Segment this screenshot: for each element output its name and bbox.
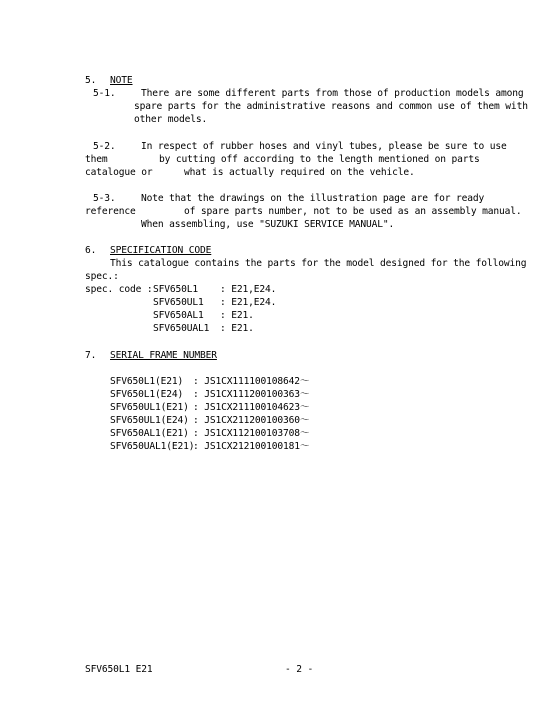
note-5-2-line: by cutting off according to the length mentioned on parts <box>159 154 480 165</box>
serial-model: SFV650AL1(E21) <box>110 428 189 439</box>
section-6-number: 6. <box>85 245 97 256</box>
note-5-3-line: of spare parts number, not to be used as an assembly manual. <box>184 206 522 217</box>
spec-code-label: spec. code : <box>85 284 153 295</box>
serial-number: : JS1CX111200100363～ <box>193 389 310 400</box>
spec-model: SFV650AL1 <box>153 310 204 321</box>
serial-number: : JS1CX112100103708～ <box>193 428 310 439</box>
note-5-2-line: In respect of rubber hoses and vinyl tubes, please be sure to use <box>141 141 507 152</box>
section-6-intro: spec.: <box>85 271 119 282</box>
serial-number: : JS1CX211200100360～ <box>193 415 310 426</box>
note-5-3-label: 5-3. <box>93 193 116 204</box>
serial-number: : JS1CX211100104623～ <box>193 402 310 413</box>
page-number: - 2 - <box>285 664 314 675</box>
serial-model: SFV650L1(E21) <box>110 376 184 387</box>
footer-model: SFV650L1 E21 <box>85 664 153 675</box>
section-6-intro: This catalogue contains the parts for the model designed for the following <box>110 258 527 269</box>
note-5-2-line: catalogue or <box>85 167 153 178</box>
serial-model: SFV650L1(E24) <box>110 389 184 400</box>
section-5-number: 5. <box>85 75 97 86</box>
section-5-heading: NOTE <box>110 75 133 86</box>
spec-model: SFV650UAL1 <box>153 323 210 334</box>
spec-codes: : E21,E24. <box>220 297 277 308</box>
serial-number: : JS1CX212100100181～ <box>193 441 310 452</box>
note-5-2-label: 5-2. <box>93 141 116 152</box>
serial-number: : JS1CX111100108642～ <box>193 376 310 387</box>
note-5-1-line: There are some different parts from those of production models among <box>141 88 524 99</box>
note-5-2-line: them <box>85 154 108 165</box>
spec-model: SFV650UL1 <box>153 297 204 308</box>
serial-model: SFV650UL1(E21) <box>110 402 189 413</box>
note-5-3-line: Note that the drawings on the illustration page are for ready <box>141 193 485 204</box>
note-5-1-label: 5-1. <box>93 88 116 99</box>
note-5-2-line: what is actually required on the vehicle. <box>184 167 415 178</box>
section-7-number: 7. <box>85 350 97 361</box>
spec-codes: : E21. <box>220 323 254 334</box>
section-7-heading: SERIAL FRAME NUMBER <box>110 350 217 361</box>
serial-model: SFV650UAL1(E21) <box>110 441 195 452</box>
spec-codes: : E21. <box>220 310 254 321</box>
serial-model: SFV650UL1(E24) <box>110 415 189 426</box>
note-5-1-line: spare parts for the administrative reasons and common use of them with <box>134 101 528 112</box>
spec-codes: : E21,E24. <box>220 284 277 295</box>
note-5-1-line: other models. <box>134 114 208 125</box>
note-5-3-line: When assembling, use "SUZUKI SERVICE MANUAL". <box>141 219 395 230</box>
note-5-3-line: reference <box>85 206 136 217</box>
section-6-heading: SPECIFICATION CODE <box>110 245 212 256</box>
spec-model: SFV650L1 <box>153 284 199 295</box>
